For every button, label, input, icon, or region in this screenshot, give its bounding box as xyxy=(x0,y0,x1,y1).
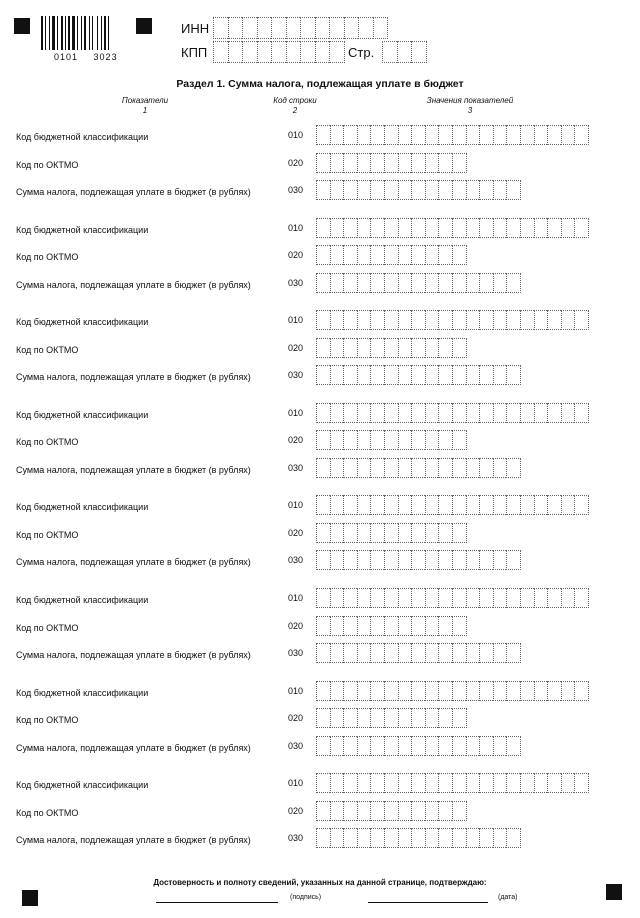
confirmation-text: Достоверность и полноту сведений, указанных на данной странице, подтверждаю: xyxy=(153,878,487,887)
column-header-line-code xyxy=(264,96,326,116)
column-header-name: Показатели xyxy=(121,96,169,105)
row-code: 030 xyxy=(288,648,304,658)
row-code: 020 xyxy=(288,806,304,816)
row-label: Код по ОКТМО xyxy=(16,345,79,355)
signature-line[interactable] xyxy=(156,902,278,903)
row-label: Сумма налога, подлежащая уплате в бюджет (в рублях) xyxy=(16,835,251,845)
column-header-number: 1 xyxy=(142,106,148,115)
budget-classification-code-field[interactable] xyxy=(316,495,589,515)
oktmo-code-field[interactable] xyxy=(316,430,467,450)
tax-amount-field[interactable] xyxy=(316,273,521,293)
budget-classification-code-field[interactable] xyxy=(316,125,589,145)
row-code: 010 xyxy=(288,500,304,510)
row-label: Код бюджетной классификации xyxy=(16,780,149,790)
row-code: 010 xyxy=(288,223,304,233)
date-caption: (дата) xyxy=(498,894,518,901)
corner-marker-top-left xyxy=(14,18,30,34)
tax-amount-field[interactable] xyxy=(316,828,521,848)
oktmo-code-field[interactable] xyxy=(316,523,467,543)
column-header-name: Значения показателей xyxy=(426,96,514,105)
row-code: 030 xyxy=(288,741,304,751)
row-code: 030 xyxy=(288,370,304,380)
kpp-field[interactable] xyxy=(213,41,345,63)
tax-amount-field[interactable] xyxy=(316,643,521,663)
page-label: Стр. xyxy=(348,45,375,60)
row-label: Код бюджетной классификации xyxy=(16,595,149,605)
row-code: 030 xyxy=(288,463,304,473)
barcode-image xyxy=(41,16,127,50)
section-title: Раздел 1. Сумма налога, подлежащая уплате в бюджет xyxy=(176,78,464,90)
row-code: 010 xyxy=(288,315,304,325)
row-label: Сумма налога, подлежащая уплате в бюджет (в рублях) xyxy=(16,187,251,197)
row-code: 010 xyxy=(288,408,304,418)
row-label: Код бюджетной классификации xyxy=(16,225,149,235)
page-number-field[interactable] xyxy=(382,41,427,63)
oktmo-code-field[interactable] xyxy=(316,153,467,173)
row-label: Код по ОКТМО xyxy=(16,808,79,818)
row-code: 020 xyxy=(288,435,304,445)
column-header-values xyxy=(410,96,530,116)
row-code: 020 xyxy=(288,158,304,168)
row-label: Код бюджетной классификации xyxy=(16,317,149,327)
tax-amount-field[interactable] xyxy=(316,736,521,756)
row-code: 010 xyxy=(288,593,304,603)
corner-marker-top-right xyxy=(136,18,152,34)
row-code: 010 xyxy=(288,778,304,788)
row-code: 020 xyxy=(288,343,304,353)
row-label: Код бюджетной классификации xyxy=(16,688,149,698)
row-code: 030 xyxy=(288,555,304,565)
row-label: Сумма налога, подлежащая уплате в бюджет (в рублях) xyxy=(16,557,251,567)
oktmo-code-field[interactable] xyxy=(316,801,467,821)
row-label: Код по ОКТМО xyxy=(16,715,79,725)
inn-field[interactable] xyxy=(213,17,388,39)
tax-amount-field[interactable] xyxy=(316,550,521,570)
barcode-digits xyxy=(54,52,130,62)
row-label: Сумма налога, подлежащая уплате в бюджет (в рублях) xyxy=(16,280,251,290)
row-code: 030 xyxy=(288,833,304,843)
row-code: 010 xyxy=(288,686,304,696)
tax-amount-field[interactable] xyxy=(316,458,521,478)
row-label: Код бюджетной классификации xyxy=(16,410,149,420)
corner-marker-bottom-left xyxy=(22,890,38,906)
row-label: Сумма налога, подлежащая уплате в бюджет (в рублях) xyxy=(16,372,251,382)
row-label: Код по ОКТМО xyxy=(16,160,79,170)
kpp-label: КПП xyxy=(181,45,208,60)
budget-classification-code-field[interactable] xyxy=(316,588,589,608)
row-code: 030 xyxy=(288,278,304,288)
row-code: 010 xyxy=(288,130,304,140)
inn-label: ИНН xyxy=(181,21,210,36)
budget-classification-code-field[interactable] xyxy=(316,310,589,330)
row-label: Код по ОКТМО xyxy=(16,437,79,447)
oktmo-code-field[interactable] xyxy=(316,245,467,265)
oktmo-code-field[interactable] xyxy=(316,338,467,358)
row-code: 020 xyxy=(288,713,304,723)
signature-caption: (подпись) xyxy=(290,894,322,901)
row-code: 020 xyxy=(288,528,304,538)
row-label: Код по ОКТМО xyxy=(16,530,79,540)
row-code: 030 xyxy=(288,185,304,195)
row-label: Сумма налога, подлежащая уплате в бюджет (в рублях) xyxy=(16,465,251,475)
column-header-indicators xyxy=(110,96,180,116)
row-code: 020 xyxy=(288,621,304,631)
column-header-name: Код строки xyxy=(273,96,317,105)
budget-classification-code-field[interactable] xyxy=(316,681,589,701)
tax-amount-field[interactable] xyxy=(316,365,521,385)
row-label: Код по ОКТМО xyxy=(16,252,79,262)
tax-amount-field[interactable] xyxy=(316,180,521,200)
barcode-digits-left: 0101 xyxy=(54,52,79,62)
row-label: Код бюджетной классификации xyxy=(16,502,149,512)
row-code: 020 xyxy=(288,250,304,260)
oktmo-code-field[interactable] xyxy=(316,616,467,636)
budget-classification-code-field[interactable] xyxy=(316,218,589,238)
row-label: Сумма налога, подлежащая уплате в бюджет (в рублях) xyxy=(16,743,251,753)
row-label: Код бюджетной классификации xyxy=(16,132,149,142)
budget-classification-code-field[interactable] xyxy=(316,773,589,793)
barcode-digits-right: 3023 xyxy=(93,52,118,62)
column-header-number: 2 xyxy=(292,106,298,115)
row-label: Код по ОКТМО xyxy=(16,623,79,633)
budget-classification-code-field[interactable] xyxy=(316,403,589,423)
date-line[interactable] xyxy=(368,902,488,903)
row-label: Сумма налога, подлежащая уплате в бюджет (в рублях) xyxy=(16,650,251,660)
column-header-number: 3 xyxy=(467,106,473,115)
oktmo-code-field[interactable] xyxy=(316,708,467,728)
